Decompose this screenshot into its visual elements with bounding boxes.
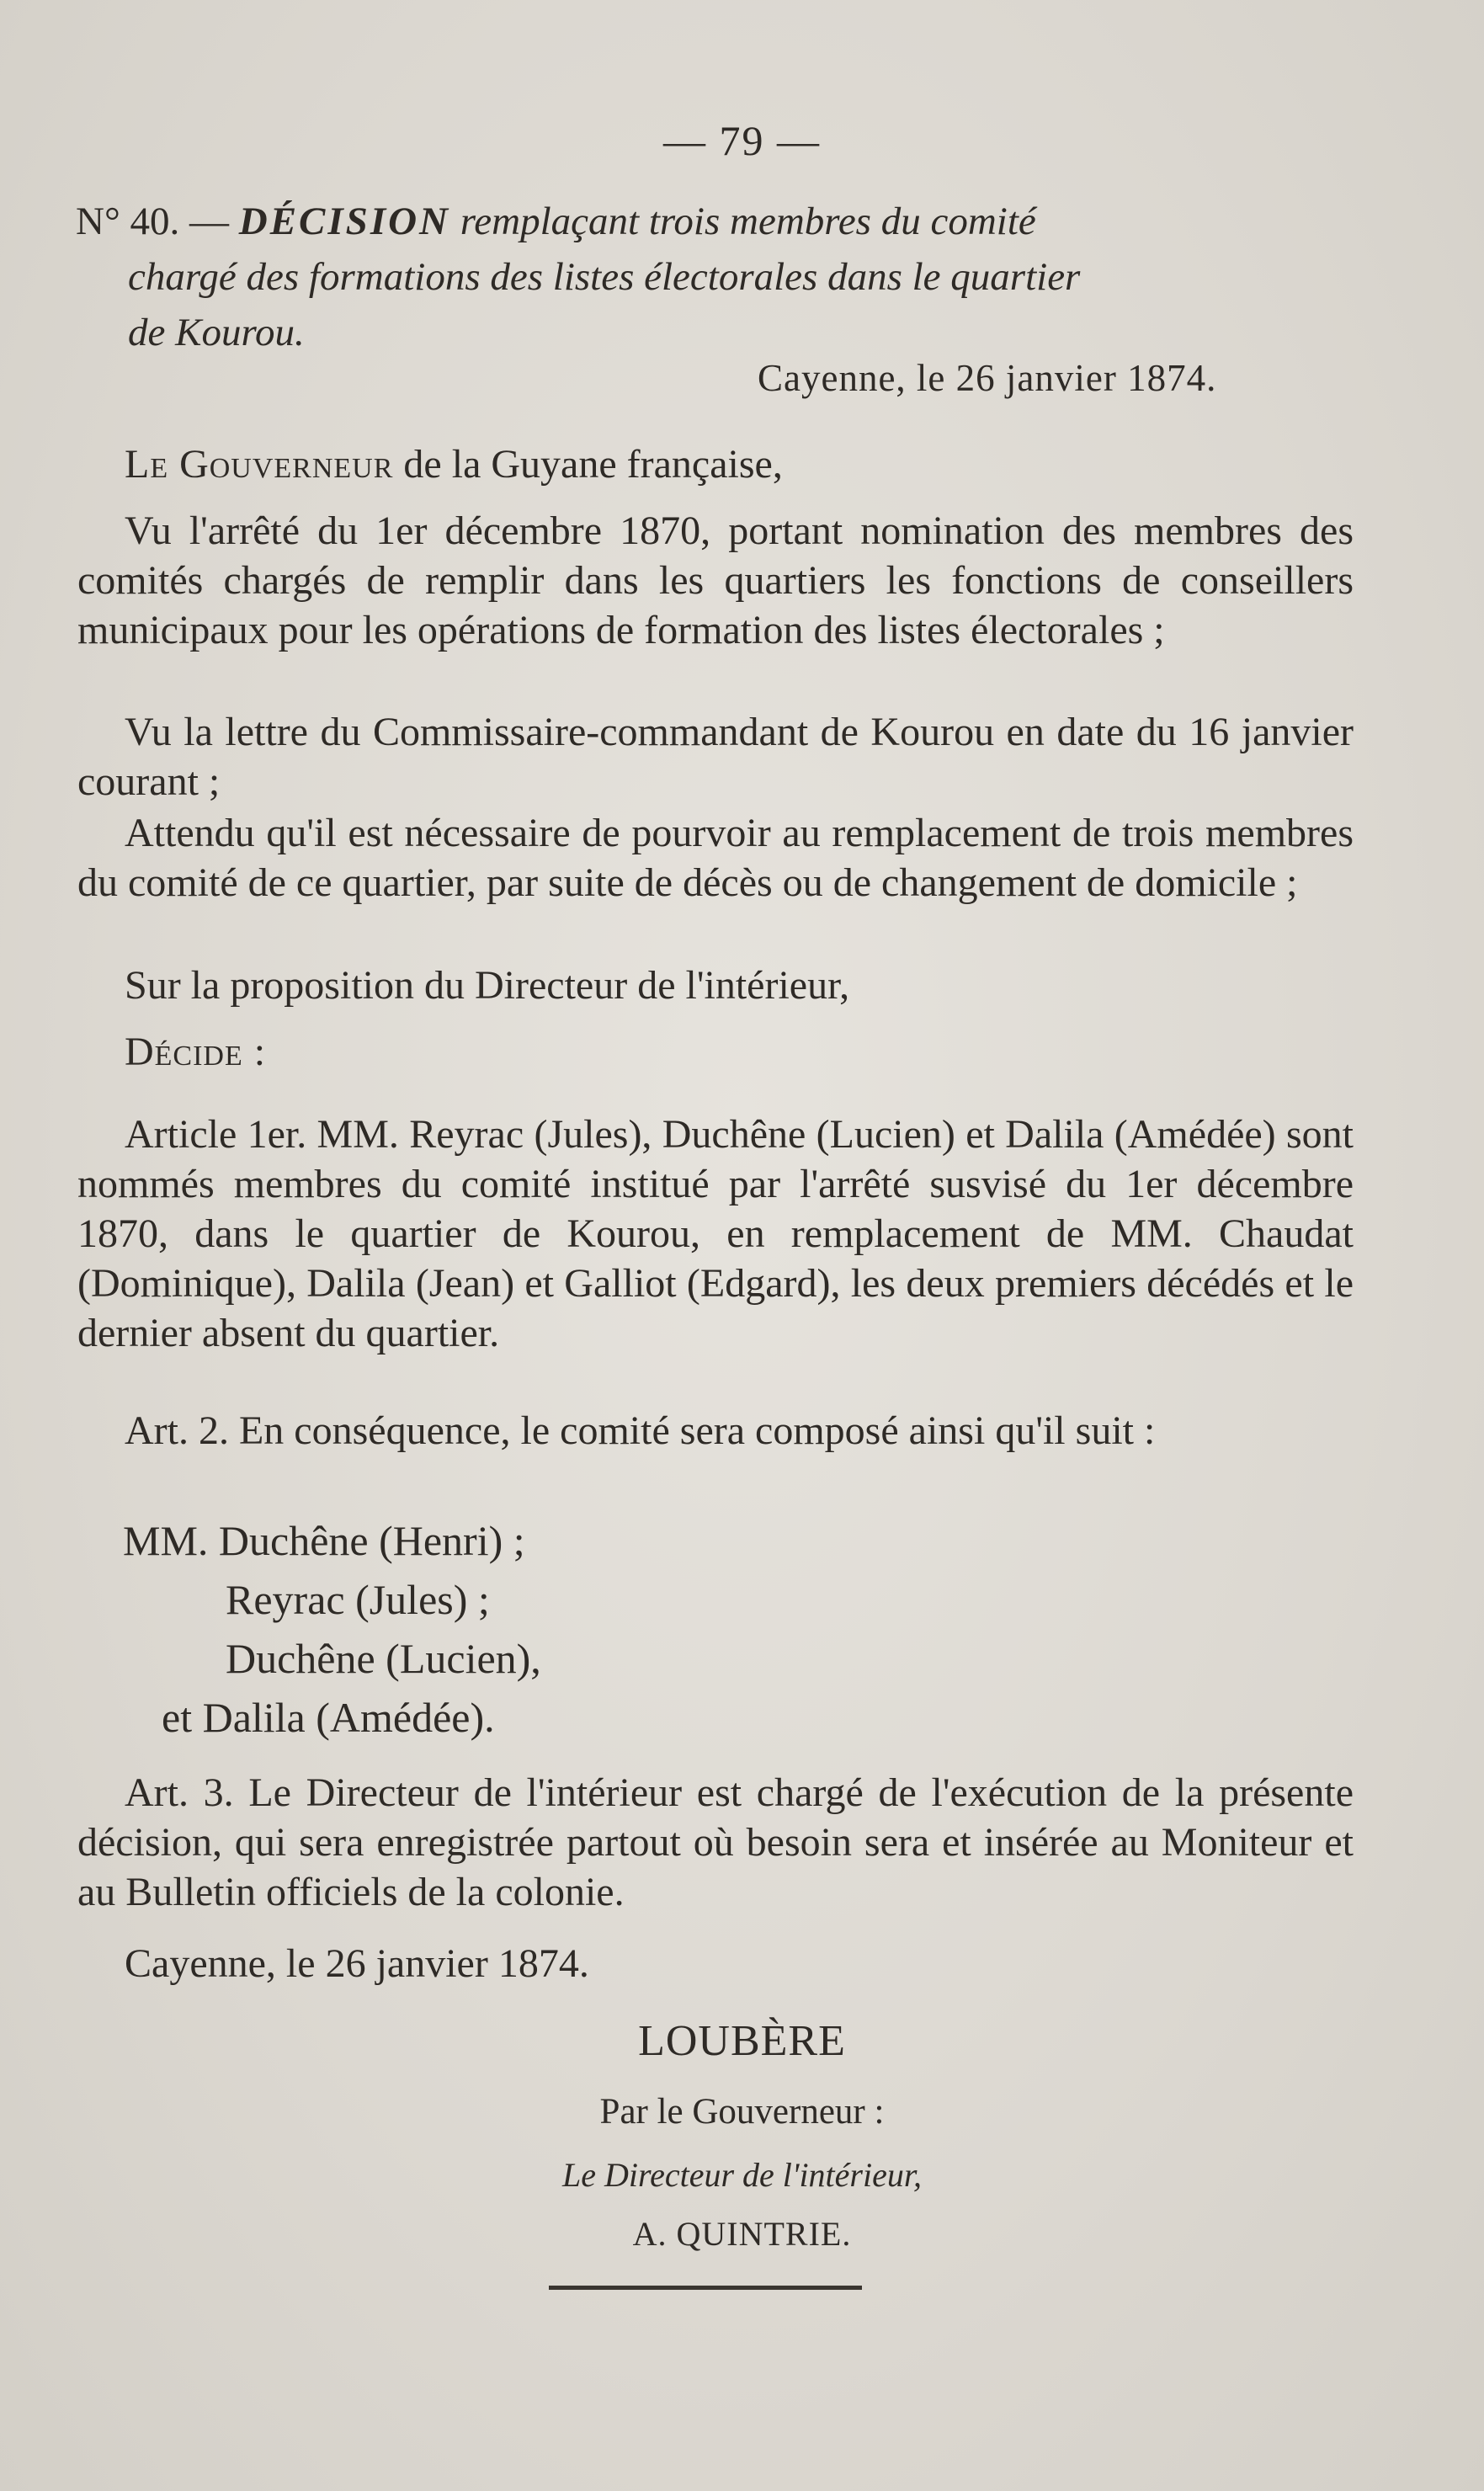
dateline: Cayenne, le 26 janvier 1874. — [758, 357, 1217, 399]
paragraph-decide: Décide : — [125, 1030, 267, 1074]
decision-number: N° 40. — — [76, 200, 229, 243]
decision-label: DÉCISION — [238, 200, 450, 243]
heading-line3: de Kourou. — [128, 311, 305, 354]
signature-name: LOUBÈRE — [638, 2017, 846, 2065]
closing-rule — [549, 2286, 862, 2290]
signature-countersign: A. QUINTRIE. — [632, 2215, 852, 2253]
member-line-2: Reyrac (Jules) ; — [226, 1576, 490, 1623]
member-line-4: et Dalila (Amédée). — [162, 1694, 495, 1741]
paragraph-sur: Sur la proposition du Directeur de l'intérieur, — [125, 963, 850, 1008]
paragraph-attendu: Attendu qu'il est nécessaire de pourvoir au remplacement de trois membres du comité de ce quartier, par suite de décès ou de changement de domicile ; — [77, 811, 1354, 905]
governor-rest: de la Guyane française, — [403, 442, 783, 487]
member-line-1: MM. Duchêne (Henri) ; — [123, 1517, 525, 1564]
decision-heading — [76, 194, 1364, 360]
paragraph-vu1: Vu l'arrêté du 1er décembre 1870, portant nomination des membres des comités chargés de remplir dans les quartiers les fonctions de conseillers municipaux pour les opérations de formation des listes électorales ; — [77, 508, 1354, 652]
governor-line — [77, 439, 1354, 489]
member-line-3: Duchêne (Lucien), — [226, 1635, 541, 1682]
paragraph-vu2: Vu la lettre du Commissaire-commandant de Kourou en date du 16 janvier courant ; — [77, 710, 1354, 804]
paragraph-closing-date: Cayenne, le 26 janvier 1874. — [125, 1941, 589, 1986]
governor-smallcaps: Le Gouverneur — [125, 442, 394, 487]
page-number: — 79 — — [663, 117, 821, 164]
signature-title: Le Directeur de l'intérieur, — [562, 2156, 922, 2194]
signature-by: Par le Gouverneur : — [599, 2092, 885, 2132]
paragraph-art2: Art. 2. En conséquence, le comité sera composé ainsi qu'il suit : — [125, 1408, 1156, 1453]
heading-line2: chargé des formations des listes électorales dans le quartier — [128, 255, 1081, 299]
heading-line1: remplaçant trois membres du comité — [460, 200, 1036, 243]
paragraph-art3: Art. 3. Le Directeur de l'intérieur est chargé de l'exécution de la présente décision, qui sera enregistrée partout où besoin sera et insérée au Moniteur et au Bulletin officiels de la colonie. — [77, 1770, 1354, 1914]
paragraph-art1: Article 1er. MM. Reyrac (Jules), Duchêne (Lucien) et Dalila (Amédée) sont nommés membres du comité institué par l'arrêté susvisé du 1er décembre 1870, dans le quartier de Kourou, en remplacement de MM. Chaudat (Dominique), Dalila (Jean) et Galliot (Edgard), les deux premiers décédés et le dernier absent du quartier. — [77, 1112, 1354, 1355]
